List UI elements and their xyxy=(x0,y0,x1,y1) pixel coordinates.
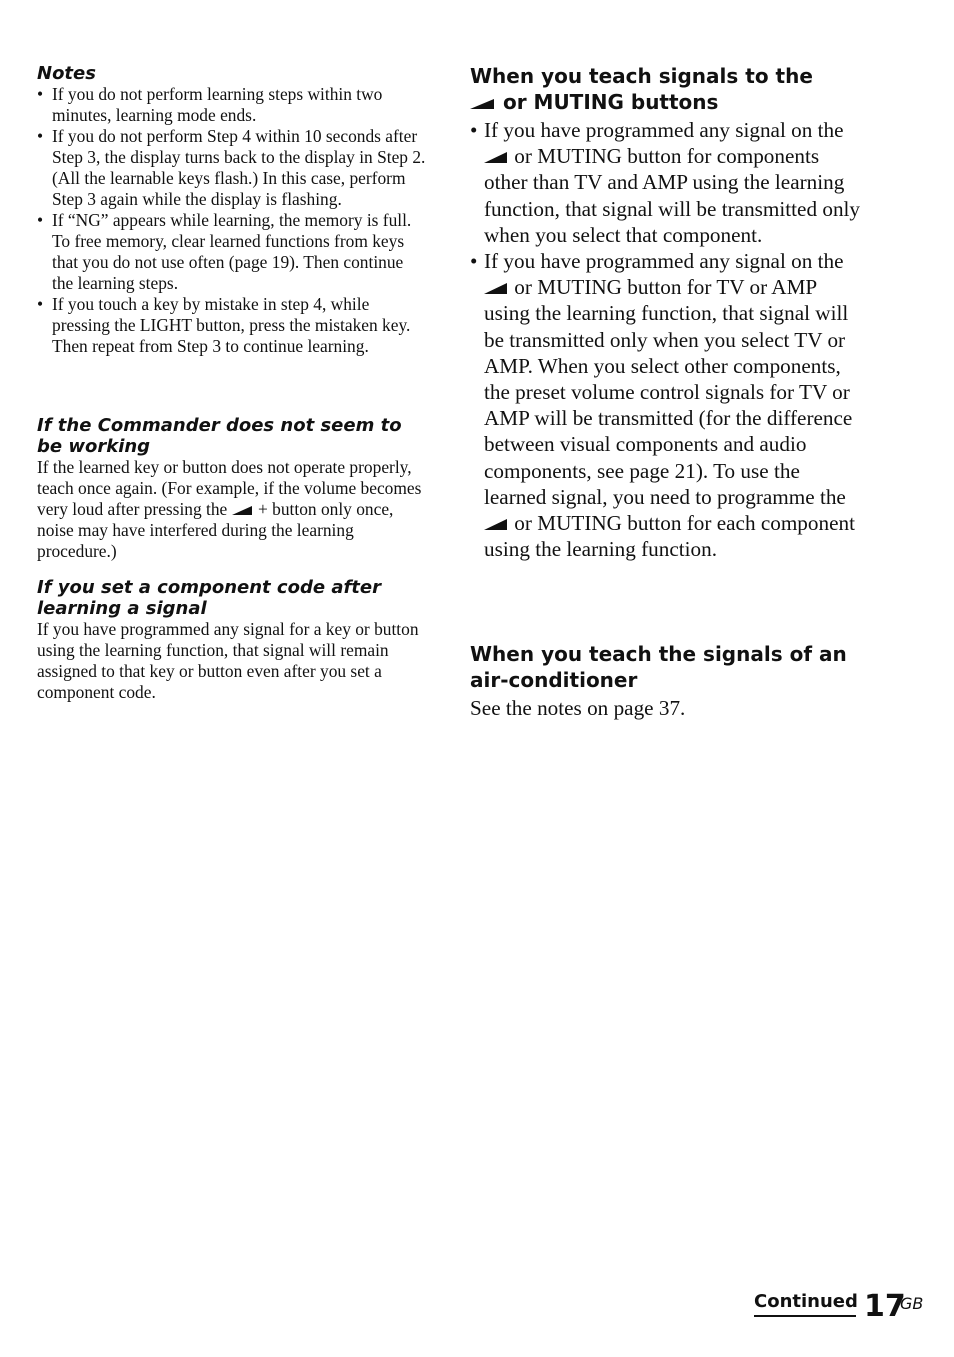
not-working-heading: If the Commander does not seem to be working xyxy=(37,415,402,457)
aircon-section xyxy=(470,641,865,721)
aircon-body: See the notes on page 37. xyxy=(470,696,686,720)
component-code-heading: If you set a component code after learning a signal xyxy=(37,577,381,619)
not-working-body: If the learned key or button does not operate properly, teach once again. (For example, if the volume becomes very loud after pressing the + button only once, noise may have interfered during the learning procedure.) xyxy=(37,457,422,561)
notes-section xyxy=(37,63,427,357)
volume-icon xyxy=(484,152,507,163)
muting-section xyxy=(470,63,865,562)
notes-list xyxy=(37,84,427,357)
not-working-section xyxy=(37,415,427,562)
continued-label: Continued xyxy=(754,1291,858,1312)
list-item: • If you do not perform Step 4 within 10 seconds after Step 3, the display turns back to the display in Step 2. (All the learnable keys flash.) In this case, perform Step 3 again while the display is flashing. xyxy=(37,126,426,209)
volume-icon xyxy=(232,506,252,515)
muting-heading: When you teach signals to the or MUTING buttons xyxy=(470,64,813,114)
notes-heading: Notes xyxy=(37,63,96,84)
component-code-body: If you have programmed any signal for a key or button using the learning function, that signal will remain assigned to that key or button even after you set a component code. xyxy=(37,619,419,702)
volume-icon xyxy=(484,519,507,530)
page-number: 17 xyxy=(864,1289,906,1324)
list-item: • If you have programmed any signal on the or MUTING button for components other than TV and AMP using the learning function, that signal will be transmitted only when you select that component. xyxy=(470,118,861,247)
list-item: • If you touch a key by mistake in step 4, while pressing the LIGHT button, press the mistaken key. Then repeat from Step 3 to continue learning. xyxy=(37,294,411,356)
component-code-section xyxy=(37,577,427,703)
list-item: • If you have programmed any signal on the or MUTING button for TV or AMP using the learning function, that signal will be transmitted only when you select TV or AMP. When you select other components, the preset volume control signals for TV or AMP will be transmitted (for the difference between visual components and audio components, see page 21). To use the learned signal, you need to programme the or MUTING button for each component using the learning function. xyxy=(470,249,855,562)
list-item: • If “NG” appears while learning, the memory is full. To free memory, clear learned functions from keys that you do not use often (page 19). Then continue the learning steps. xyxy=(37,210,412,293)
aircon-heading: When you teach the signals of an air-conditioner xyxy=(470,642,847,692)
muting-list xyxy=(470,117,865,562)
volume-icon xyxy=(484,283,507,294)
page-suffix: GB xyxy=(900,1294,924,1313)
list-item: • If you do not perform learning steps within two minutes, learning mode ends. xyxy=(37,84,383,125)
volume-icon xyxy=(470,99,494,109)
continued-underline xyxy=(754,1315,856,1317)
